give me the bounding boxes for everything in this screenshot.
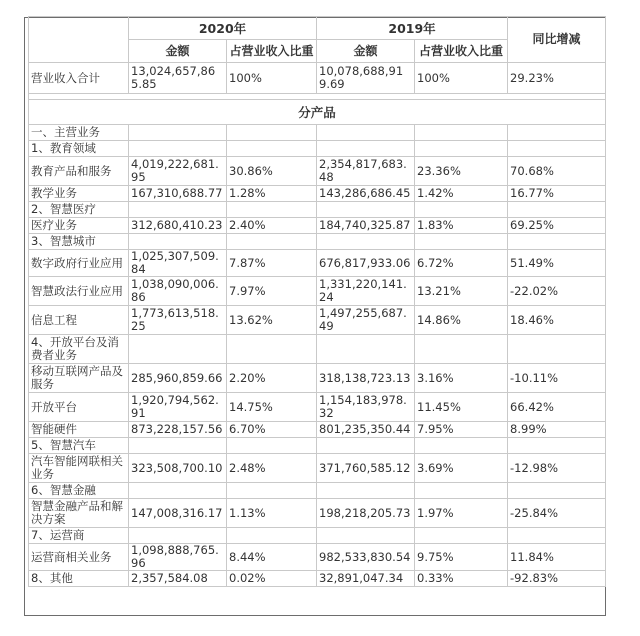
table-row	[29, 186, 606, 202]
total-share-2020: 100%	[227, 63, 317, 94]
cell-row-label: 医疗业务	[29, 218, 129, 234]
cell-amount-2019	[317, 125, 415, 141]
cell-share-2019: 9.75%	[415, 544, 508, 571]
cell-amount-2019: 1,154,183,978.32	[317, 393, 415, 422]
table-row	[29, 141, 606, 157]
cell-amount-2020: 1,920,794,562.91	[129, 393, 227, 422]
cell-amount-2020	[129, 483, 227, 499]
table-row	[29, 483, 606, 499]
cell-amount-2020	[129, 335, 227, 364]
cell-yoy	[508, 438, 606, 454]
cell-share-2020: 2.40%	[227, 218, 317, 234]
cell-row-label: 汽车智能网联相关业务	[29, 454, 129, 483]
cell-row-label: 智能硬件	[29, 422, 129, 438]
table-row	[29, 499, 606, 528]
cell-amount-2019: 676,817,933.06	[317, 250, 415, 277]
cell-share-2020: 8.44%	[227, 544, 317, 571]
cell-amount-2020: 1,025,307,509.84	[129, 250, 227, 277]
cell-row-label: 教学业务	[29, 186, 129, 202]
cell-row-label: 移动互联网产品及服务	[29, 364, 129, 393]
cell-row-label: 教育产品和服务	[29, 157, 129, 186]
cell-row-label: 6、智慧金融	[29, 483, 129, 499]
total-amount-2019: 10,078,688,919.69	[317, 63, 415, 94]
cell-row-label: 一、主营业务	[29, 125, 129, 141]
cell-row-label: 5、智慧汽车	[29, 438, 129, 454]
cell-yoy: -25.84%	[508, 499, 606, 528]
header-amount-2020: 金额	[129, 40, 227, 63]
table-row	[29, 438, 606, 454]
cell-amount-2020: 1,773,613,518.25	[129, 306, 227, 335]
table-row	[29, 544, 606, 571]
section-title: 分产品	[29, 100, 606, 125]
cell-yoy: 66.42%	[508, 393, 606, 422]
cell-amount-2019	[317, 335, 415, 364]
table-row	[29, 202, 606, 218]
cell-yoy	[508, 234, 606, 250]
cell-amount-2020: 4,019,222,681.95	[129, 157, 227, 186]
table-row	[29, 306, 606, 335]
cell-amount-2020	[129, 234, 227, 250]
header-yoy: 同比增减	[508, 17, 606, 63]
cell-share-2019	[415, 483, 508, 499]
table-row	[29, 234, 606, 250]
cell-share-2019	[415, 202, 508, 218]
cell-amount-2019	[317, 202, 415, 218]
cell-share-2019: 1.83%	[415, 218, 508, 234]
cell-yoy	[508, 335, 606, 364]
cell-row-label: 3、智慧城市	[29, 234, 129, 250]
section-row	[29, 100, 606, 125]
header-2020: 2020年	[129, 17, 317, 40]
cell-amount-2020: 873,228,157.56	[129, 422, 227, 438]
header-2019: 2019年	[317, 17, 508, 40]
cell-row-label: 智慧政法行业应用	[29, 277, 129, 306]
cell-yoy	[508, 202, 606, 218]
total-share-2019: 100%	[415, 63, 508, 94]
cell-amount-2019	[317, 438, 415, 454]
cell-amount-2020	[129, 528, 227, 544]
table-row	[29, 528, 606, 544]
cell-row-label: 8、其他	[29, 571, 129, 587]
cell-amount-2019	[317, 483, 415, 499]
cell-share-2020	[227, 438, 317, 454]
total-label: 营业收入合计	[29, 63, 129, 94]
cell-row-label: 数字政府行业应用	[29, 250, 129, 277]
header-corner	[29, 17, 129, 63]
cell-yoy: 69.25%	[508, 218, 606, 234]
cell-share-2020: 0.02%	[227, 571, 317, 587]
cell-share-2019	[415, 438, 508, 454]
total-row	[29, 63, 606, 94]
cell-share-2020: 7.97%	[227, 277, 317, 306]
cell-row-label: 1、教育领域	[29, 141, 129, 157]
cell-share-2019	[415, 528, 508, 544]
header-row-years	[29, 17, 606, 40]
table-row	[29, 277, 606, 306]
cell-yoy: -12.98%	[508, 454, 606, 483]
cell-amount-2020: 147,008,316.17	[129, 499, 227, 528]
cell-amount-2020	[129, 125, 227, 141]
cell-amount-2019: 32,891,047.34	[317, 571, 415, 587]
table-row	[29, 364, 606, 393]
cell-share-2019	[415, 125, 508, 141]
cell-yoy: 70.68%	[508, 157, 606, 186]
cell-share-2020: 1.13%	[227, 499, 317, 528]
cell-share-2020: 2.48%	[227, 454, 317, 483]
cell-amount-2019: 318,138,723.13	[317, 364, 415, 393]
cell-share-2020: 1.28%	[227, 186, 317, 202]
cell-share-2019: 1.42%	[415, 186, 508, 202]
cell-row-label: 7、运营商	[29, 528, 129, 544]
cell-amount-2020: 167,310,688.77	[129, 186, 227, 202]
cell-yoy: -22.02%	[508, 277, 606, 306]
cell-share-2020	[227, 141, 317, 157]
cell-amount-2019: 198,218,205.73	[317, 499, 415, 528]
cell-amount-2019: 1,497,255,687.49	[317, 306, 415, 335]
table-row	[29, 422, 606, 438]
cell-share-2019: 3.16%	[415, 364, 508, 393]
cell-share-2020	[227, 234, 317, 250]
cell-yoy: 11.84%	[508, 544, 606, 571]
cell-share-2020	[227, 202, 317, 218]
header-amount-2019: 金额	[317, 40, 415, 63]
table-row	[29, 125, 606, 141]
cell-share-2020: 30.86%	[227, 157, 317, 186]
cell-share-2019	[415, 335, 508, 364]
cell-yoy	[508, 483, 606, 499]
cell-share-2020: 6.70%	[227, 422, 317, 438]
cell-yoy: -92.83%	[508, 571, 606, 587]
cell-yoy	[508, 528, 606, 544]
cell-share-2020: 14.75%	[227, 393, 317, 422]
table-row	[29, 393, 606, 422]
cell-yoy: 51.49%	[508, 250, 606, 277]
cell-row-label: 运营商相关业务	[29, 544, 129, 571]
total-yoy: 29.23%	[508, 63, 606, 94]
cell-amount-2019	[317, 234, 415, 250]
cell-amount-2019: 1,331,220,141.24	[317, 277, 415, 306]
cell-amount-2020: 323,508,700.10	[129, 454, 227, 483]
table-row	[29, 218, 606, 234]
table-row	[29, 454, 606, 483]
cell-yoy: -10.11%	[508, 364, 606, 393]
product-rows	[29, 125, 606, 587]
cell-share-2019: 7.95%	[415, 422, 508, 438]
cell-share-2020: 13.62%	[227, 306, 317, 335]
cell-amount-2020	[129, 438, 227, 454]
cell-amount-2019: 2,354,817,683.48	[317, 157, 415, 186]
cell-amount-2020	[129, 202, 227, 218]
cell-yoy	[508, 141, 606, 157]
cell-row-label: 2、智慧医疗	[29, 202, 129, 218]
cell-share-2020	[227, 483, 317, 499]
cell-amount-2020: 285,960,859.66	[129, 364, 227, 393]
cell-share-2019: 11.45%	[415, 393, 508, 422]
cell-amount-2019: 184,740,325.87	[317, 218, 415, 234]
cell-amount-2019	[317, 528, 415, 544]
table-row	[29, 250, 606, 277]
cell-amount-2019	[317, 141, 415, 157]
cell-amount-2020: 312,680,410.23	[129, 218, 227, 234]
table-row	[29, 157, 606, 186]
cell-share-2019: 3.69%	[415, 454, 508, 483]
cell-share-2019: 0.33%	[415, 571, 508, 587]
cell-row-label: 开放平台	[29, 393, 129, 422]
cell-share-2019: 1.97%	[415, 499, 508, 528]
header-share-2020: 占营业收入比重	[227, 40, 317, 63]
cell-share-2019	[415, 141, 508, 157]
cell-row-label: 智慧金融产品和解决方案	[29, 499, 129, 528]
cell-share-2019: 13.21%	[415, 277, 508, 306]
cell-amount-2020: 1,098,888,765.96	[129, 544, 227, 571]
cell-share-2019: 23.36%	[415, 157, 508, 186]
cell-share-2020	[227, 528, 317, 544]
cell-yoy: 18.46%	[508, 306, 606, 335]
cell-amount-2019: 371,760,585.12	[317, 454, 415, 483]
cell-share-2019: 14.86%	[415, 306, 508, 335]
cell-amount-2019: 982,533,830.54	[317, 544, 415, 571]
revenue-table	[28, 16, 606, 587]
cell-amount-2019: 143,286,686.45	[317, 186, 415, 202]
cell-share-2019: 6.72%	[415, 250, 508, 277]
cell-yoy: 8.99%	[508, 422, 606, 438]
cell-amount-2020: 1,038,090,006.86	[129, 277, 227, 306]
cell-amount-2020	[129, 141, 227, 157]
table-row	[29, 335, 606, 364]
total-amount-2020: 13,024,657,865.85	[129, 63, 227, 94]
cell-yoy	[508, 125, 606, 141]
cell-share-2020: 7.87%	[227, 250, 317, 277]
cell-row-label: 信息工程	[29, 306, 129, 335]
cell-share-2020	[227, 125, 317, 141]
cell-row-label: 4、开放平台及消费者业务	[29, 335, 129, 364]
cell-yoy: 16.77%	[508, 186, 606, 202]
cell-share-2020: 2.20%	[227, 364, 317, 393]
cell-amount-2019: 801,235,350.44	[317, 422, 415, 438]
cell-share-2019	[415, 234, 508, 250]
header-share-2019: 占营业收入比重	[415, 40, 508, 63]
table-row	[29, 571, 606, 587]
cell-amount-2020: 2,357,584.08	[129, 571, 227, 587]
cell-share-2020	[227, 335, 317, 364]
